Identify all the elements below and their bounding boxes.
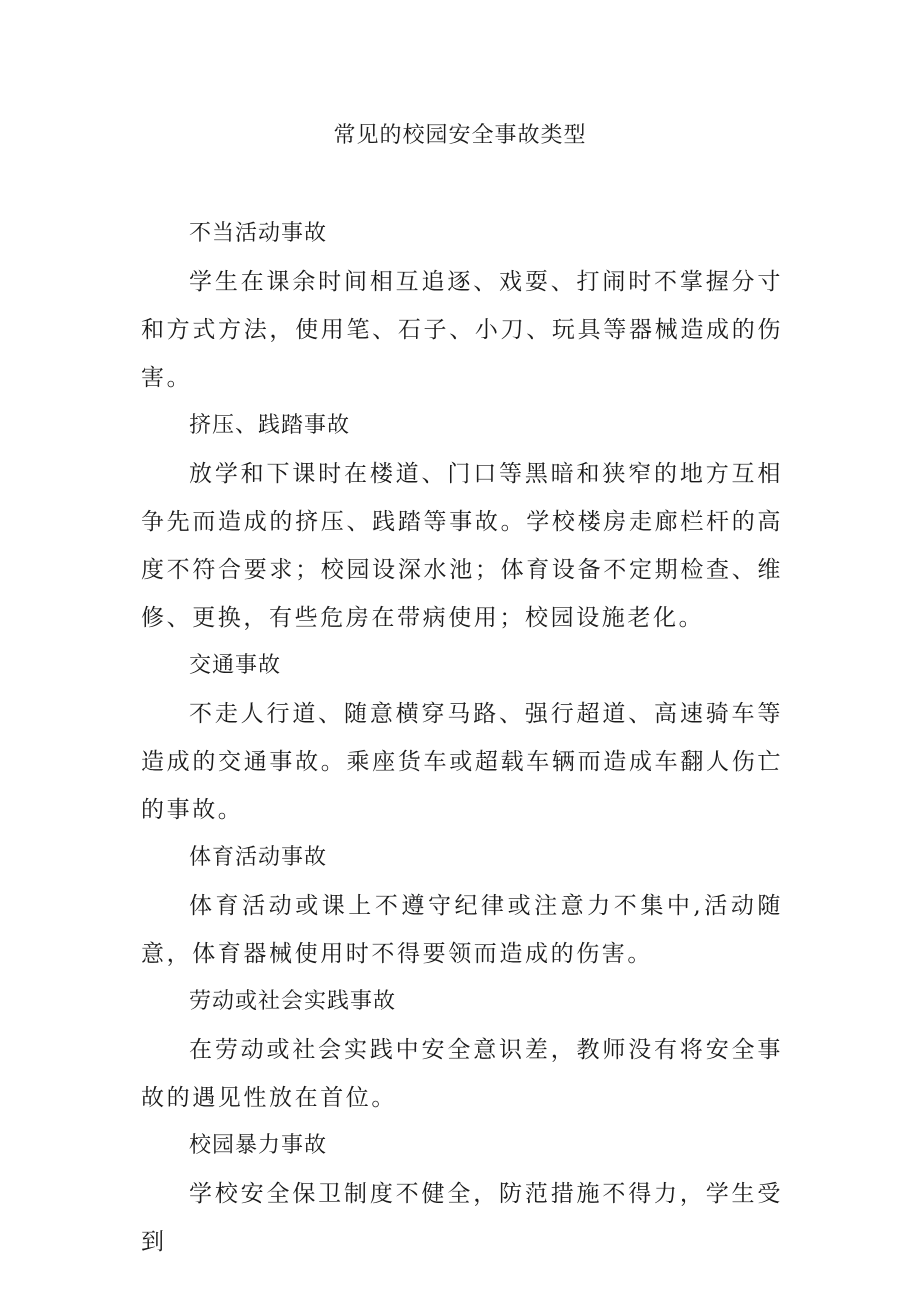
section-heading: 不当活动事故 (189, 221, 328, 246)
section-paragraph: 不走人行道、随意横穿马路、强行超道、高速骑车等造成的交通事故。乘座货车或超载车辆而造成车翻人伤亡的事故。 (141, 701, 783, 823)
section-heading: 劳动或社会实践事故 (189, 989, 397, 1014)
document-body (141, 210, 783, 1266)
section-heading: 挤压、践踏事故 (189, 413, 351, 438)
section-heading: 校园暴力事故 (189, 1133, 328, 1158)
section-paragraph: 学校安全保卫制度不健全，防范措施不得力，学生受到 (141, 1181, 783, 1255)
section-paragraph: 学生在课余时间相互追逐、戏耍、打闹时不掌握分寸和方式方法，使用笔、石子、小刀、玩具等器械造成的伤害。 (141, 269, 783, 391)
section-heading: 体育活动事故 (189, 845, 328, 870)
page-title: 常见的校园安全事故类型 (333, 123, 587, 148)
section-paragraph: 体育活动或课上不遵守纪律或注意力不集中,活动随意，体育器械使用时不得要领而造成的伤害。 (141, 893, 783, 967)
section-paragraph: 在劳动或社会实践中安全意识差，教师没有将安全事故的遇见性放在首位。 (141, 1037, 783, 1111)
section-heading: 交通事故 (189, 653, 282, 678)
section-paragraph: 放学和下课时在楼道、门口等黑暗和狭窄的地方互相争先而造成的挤压、践踏等事故。学校楼房走廊栏杆的高度不符合要求；校园设深水池；体育设备不定期检查、维修、更换，有些危房在带病使用；校园设施老化。 (141, 461, 783, 631)
